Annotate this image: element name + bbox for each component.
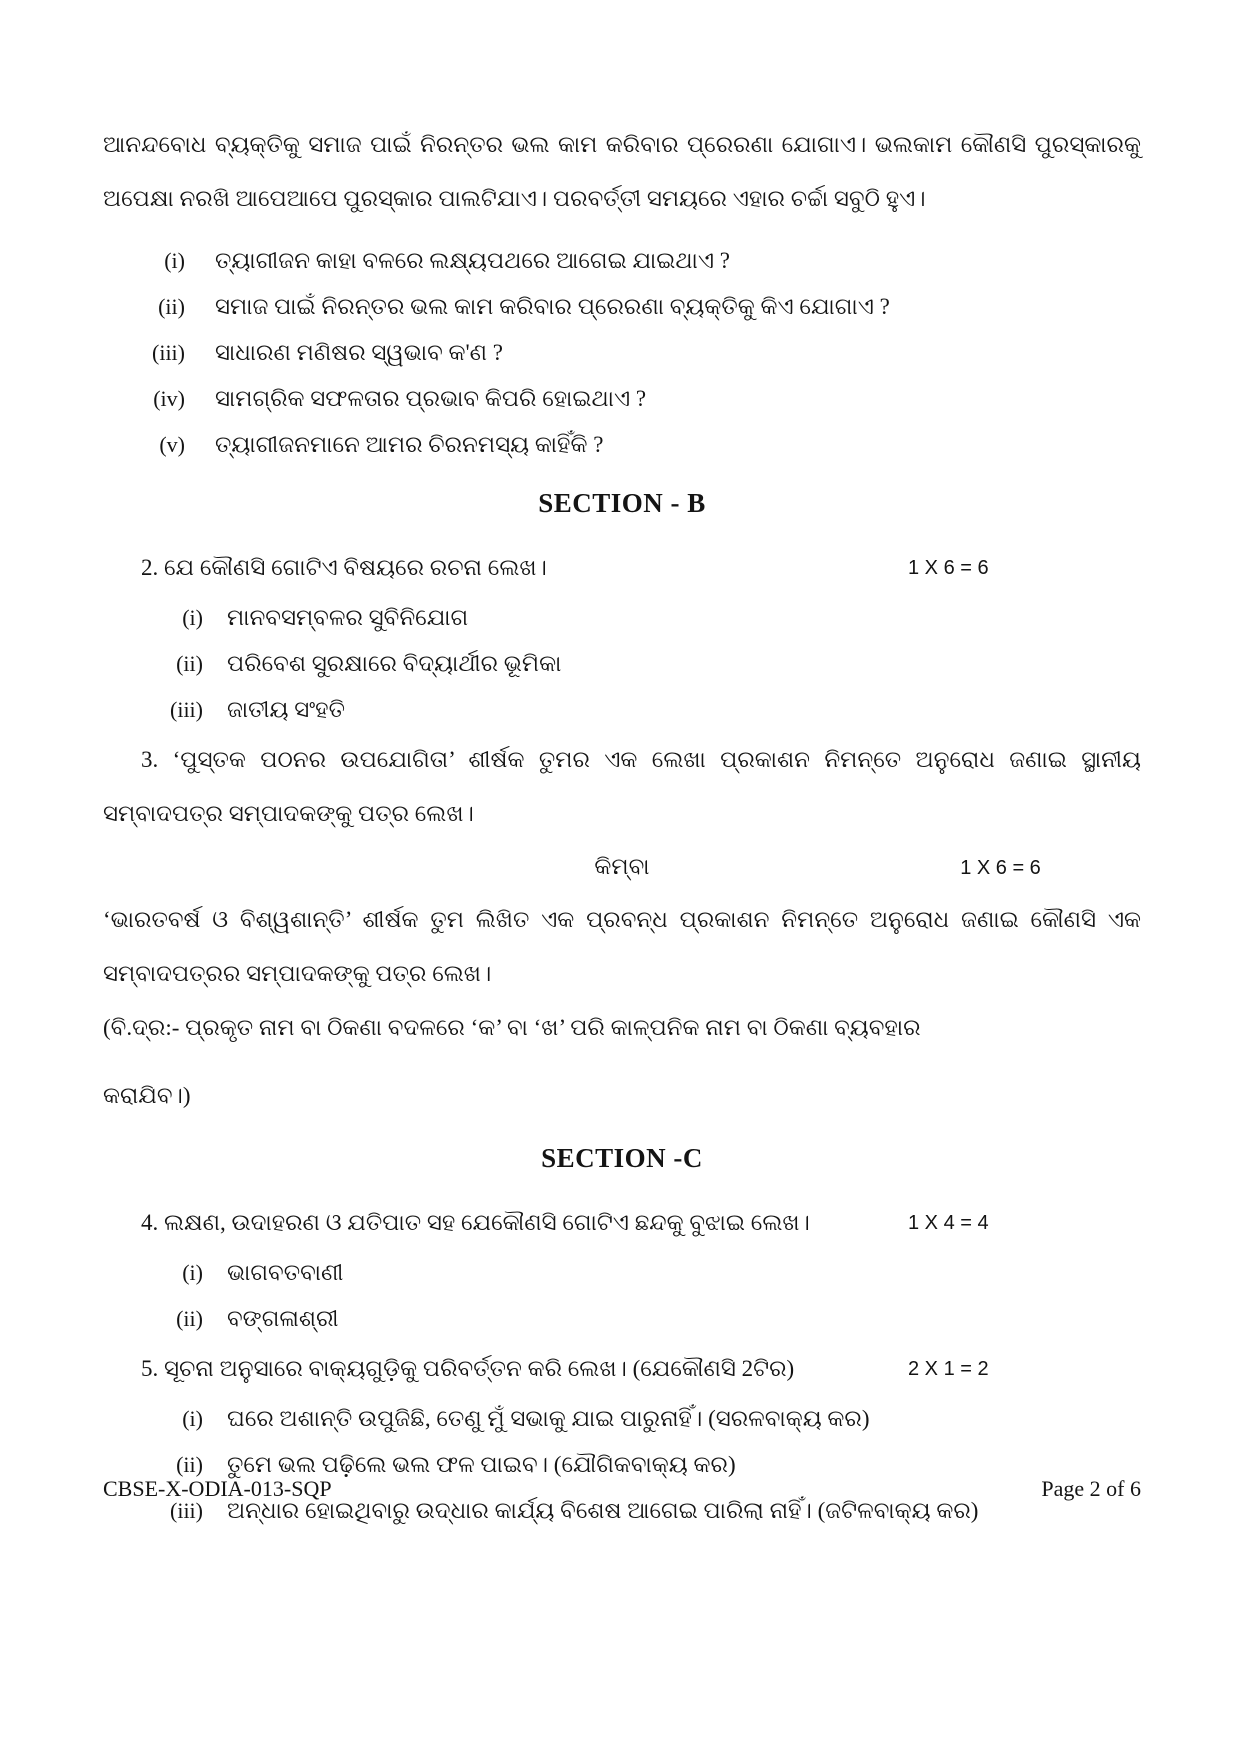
passage-subquestion-row	[103, 238, 1141, 284]
marks-label: 1 X 6 = 6	[908, 557, 989, 579]
q3-note-continuation: କରାଯିବ।)	[103, 1083, 191, 1108]
option-label: (i)	[182, 1260, 203, 1285]
or-label: କିମ୍ବା	[594, 854, 650, 879]
question-text: ଲକ୍ଷଣ, ଉଦାହରଣ ଓ ଯତିପାତ ସହ ଯେକୌଣସି ଗୋଟିଏ ଛନ୍ଦକୁ ବୁଝାଇ ଲେଖ।	[164, 1210, 810, 1235]
footer-document-code: CBSE-X-ODIA-013-SQP	[103, 1476, 332, 1501]
question-3	[103, 733, 1141, 841]
option-text: ଭାଗବତବାଣୀ	[227, 1260, 344, 1285]
option-label: (ii)	[176, 1452, 203, 1477]
option-label: (ii)	[176, 651, 203, 676]
question-2	[103, 541, 1141, 595]
option-label: (ii)	[176, 1306, 203, 1331]
section-c-heading: SECTION -C	[541, 1143, 703, 1173]
intro-paragraph: ଆନନ୍ଦବୋଧ ବ୍ୟକ୍ତିକୁ ସମାଜ ପାଇଁ ନିରନ୍ତର ଭଲ କାମ କରିବାର ପ୍ରେରଣା ଯୋଗାଏ। ଭଲକାମ କୌଣସି ପୁରସ୍କାରକୁ ଅପେକ୍ଷା ନରଖି ଆପେଆପେ ପୁରସ୍କାର ପାଲଟିଯାଏ। ପରବର୍ତ୍ତୀ ସମୟରେ ଏହାର ଚର୍ଚ୍ଚା ସବୁଠି ହୁଏ।	[103, 132, 1141, 211]
option-label: (iii)	[170, 697, 203, 722]
question-3-alternative	[103, 893, 1141, 1001]
subquestion-label: (v)	[159, 432, 185, 457]
subquestion-text: ତ୍ୟାଗୀଜନମାନେ ଆମର ଚିରନମସ୍ୟ କାହିଁକି ?	[215, 432, 604, 457]
page-footer	[103, 1476, 1141, 1502]
question-text: ‘ଭାରତବର୍ଷ ଓ ବିଶ୍ୱଶାନ୍ତି’ ଶୀର୍ଷକ ତୁମ ଲିଖିତ ଏକ ପ୍ରବନ୍ଧ ପ୍ରକାଶନ ନିମନ୍ତେ ଅନୁରୋଧ ଜଣାଇ କୌଣସି ଏକ ସମ୍ବାଦପତ୍ରର ସମ୍ପାଦକଙ୍କୁ ପତ୍ର ଲେଖ।	[103, 907, 1141, 986]
option-text: ଜାତୀୟ ସଂହତି	[227, 697, 345, 722]
subquestion-text: ତ୍ୟାଗୀଜନ କାହା ବଳରେ ଲକ୍ଷ୍ୟପଥରେ ଆଗେଇ ଯାଇଥାଏ ?	[215, 248, 730, 273]
q2-option-row	[103, 595, 1141, 641]
q5-option-row	[103, 1396, 1141, 1442]
subquestion-label: (ii)	[158, 294, 185, 319]
option-label: (i)	[182, 605, 203, 630]
question-4	[103, 1196, 1141, 1250]
marks-label: 1 X 6 = 6	[960, 857, 1041, 879]
subquestion-label: (iii)	[152, 340, 185, 365]
option-text: ମାନବସମ୍ବଳର ସୁବିନିଯୋଗ	[227, 605, 469, 630]
question-number: 4.	[141, 1210, 159, 1235]
passage-subquestion-row	[103, 330, 1141, 376]
subquestion-text: ସାମଗ୍ରିକ ସଫଳତାର ପ୍ରଭାବ କିପରି ହୋଇଥାଏ ?	[215, 386, 647, 411]
option-text: ଅନ୍ଧାର ହୋଇଥିବାରୁ ଉଦ୍ଧାର କାର୍ଯ୍ୟ ବିଶେଷ ଆଗେଇ ପାରିଲା ନାହିଁ। (ଜଟିଳବାକ୍ୟ କର)	[227, 1498, 979, 1523]
marks-label: 2 X 1 = 2	[908, 1358, 989, 1380]
q4-option-row	[103, 1250, 1141, 1296]
subquestion-text: ସମାଜ ପାଇଁ ନିରନ୍ତର ଭଲ କାମ କରିବାର ପ୍ରେରଣା ବ୍ୟକ୍ତିକୁ କିଏ ଯୋଗାଏ ?	[215, 294, 890, 319]
question-5	[103, 1342, 1141, 1396]
passage-subquestion-row	[103, 284, 1141, 330]
footer-page-number: Page 2 of 6	[1041, 1476, 1141, 1501]
marks-label: 1 X 4 = 4	[908, 1212, 989, 1234]
q2-option-row	[103, 641, 1141, 687]
option-text: ତୁମେ ଭଲ ପଢ଼ିଲେ ଭଲ ଫଳ ପାଇବ। (ଯୌଗିକବାକ୍ୟ କର)	[227, 1452, 736, 1477]
question-paper-page	[103, 118, 1141, 1534]
question-number: 5.	[141, 1356, 159, 1381]
passage-subquestion-row	[103, 376, 1141, 422]
question-text: ଯେ କୌଣସି ଗୋଟିଏ ବିଷୟରେ ରଚନା ଲେଖ।	[164, 555, 547, 580]
question-number: 3.	[141, 747, 159, 772]
q3-note: (ବି.ଦ୍ର:- ପ୍ରକୃତ ନାମ ବା ଠିକଣା ବଦଳରେ ‘କ’ ବା ‘ଖ’ ପରି କାଳ୍ପନିକ ନାମ ବା ଠିକଣା ବ୍ୟବହାର	[103, 1015, 921, 1040]
subquestion-text: ସାଧାରଣ ମଣିଷର ସ୍ୱଭାବ କ'ଣ ?	[215, 340, 504, 365]
passage-subquestion-row	[103, 422, 1141, 468]
q3-or-row	[103, 841, 1141, 893]
option-label: (iii)	[170, 1498, 203, 1523]
section-b-heading: SECTION - B	[538, 488, 706, 518]
question-text: ସୂଚନା ଅନୁସାରେ ବାକ୍ୟଗୁଡ଼ିକୁ ପରିବର୍ତ୍ତନ କରି ଲେଖ। (ଯେକୌଣସି 2ଟିର)	[164, 1356, 795, 1381]
option-text: ବଙ୍ଗଳାଶ୍ରୀ	[227, 1306, 339, 1331]
q4-option-row	[103, 1296, 1141, 1342]
subquestion-label: (i)	[164, 248, 185, 273]
question-text: ‘ପୁସ୍ତକ ପଠନର ଉପଯୋଗିତା’ ଶୀର୍ଷକ ତୁମର ଏକ ଲେଖା ପ୍ରକାଶନ ନିମନ୍ତେ ଅନୁରୋଧ ଜଣାଇ ସ୍ଥାନୀୟ ସମ୍ବାଦପତ୍ର ସମ୍ପାଦକଙ୍କୁ ପତ୍ର ଲେଖ।	[103, 747, 1142, 826]
q2-option-row	[103, 687, 1141, 733]
option-text: ଘରେ ଅଶାନ୍ତି ଉପୁଜିଛି, ତେଣୁ ମୁଁ ସଭାକୁ ଯାଇ ପାରୁନାହିଁ। (ସରଳବାକ୍ୟ କର)	[227, 1406, 870, 1431]
option-text: ପରିବେଶ ସୁରକ୍ଷାରେ ବିଦ୍ୟାର୍ଥୀର ଭୂମିକା	[227, 651, 562, 676]
option-label: (i)	[182, 1406, 203, 1431]
question-number: 2.	[141, 555, 159, 580]
subquestion-label: (iv)	[153, 386, 185, 411]
